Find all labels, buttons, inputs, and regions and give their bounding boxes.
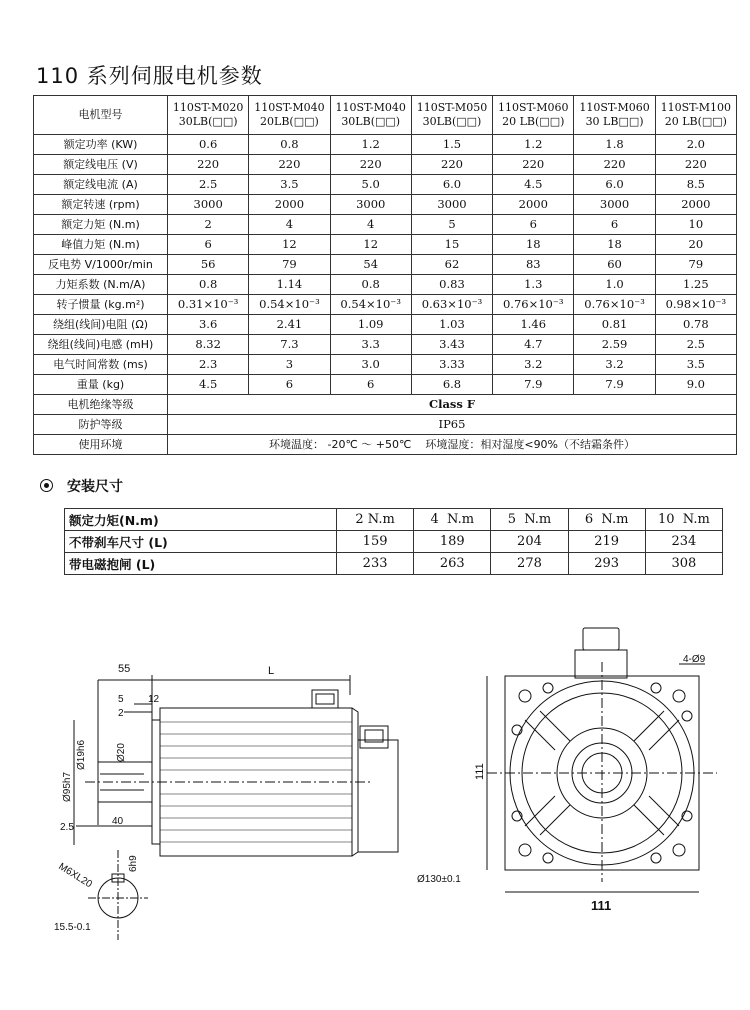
- spec-cell: 2: [168, 215, 249, 235]
- spec-cell: 8.32: [168, 335, 249, 355]
- model-header: 110ST-M050 30LB(□□): [411, 96, 492, 135]
- install-row: [65, 531, 723, 553]
- spec-cell: 0.76×10⁻³: [493, 295, 574, 315]
- spec-row-label: 力矩系数 (N.m/A): [34, 275, 168, 295]
- spec-cell: 79: [249, 255, 330, 275]
- install-cell: 219: [568, 531, 645, 553]
- torque-header: 10 N.m: [645, 509, 722, 531]
- spec-cell: 54: [330, 255, 411, 275]
- spec-cell: 1.46: [493, 315, 574, 335]
- model-header: 110ST-M020 30LB(□□): [168, 96, 249, 135]
- spec-row: [34, 375, 737, 395]
- spec-row: [34, 335, 737, 355]
- insulation-row: [34, 395, 737, 415]
- spec-cell: 0.76×10⁻³: [574, 295, 655, 315]
- spec-cell: 0.78: [655, 315, 736, 335]
- spec-cell: 15: [411, 235, 492, 255]
- insulation-value: Class F: [168, 395, 737, 415]
- spec-cell: 2000: [493, 195, 574, 215]
- spec-row: [34, 235, 737, 255]
- dim-2: 2: [118, 708, 124, 719]
- spec-row: [34, 195, 737, 215]
- spec-row-label: 额定功率 (KW): [34, 135, 168, 155]
- spec-cell: 18: [574, 235, 655, 255]
- install-table: [64, 508, 723, 575]
- spec-row-label: 额定力矩 (N.m): [34, 215, 168, 235]
- spec-cell: 4.7: [493, 335, 574, 355]
- spec-header-row: [34, 96, 737, 135]
- environment-row: [34, 435, 737, 455]
- spec-row: [34, 155, 737, 175]
- spec-cell: 20: [655, 235, 736, 255]
- install-cell: 293: [568, 553, 645, 575]
- spec-cell: 0.8: [249, 135, 330, 155]
- spec-cell: 7.9: [493, 375, 574, 395]
- insulation-label: 电机绝缘等级: [34, 395, 168, 415]
- spec-cell: 3.0: [330, 355, 411, 375]
- install-cell: 233: [337, 553, 414, 575]
- install-header-label: 额定力矩(N.m): [65, 509, 337, 531]
- spec-cell: 0.31×10⁻³: [168, 295, 249, 315]
- environment-label: 使用环境: [34, 435, 168, 455]
- spec-cell: 220: [493, 155, 574, 175]
- environment-value: 环境温度： -20℃ ～ +50℃ 环境湿度：相对湿度<90%（不结霜条件）: [168, 435, 737, 455]
- spec-row: [34, 275, 737, 295]
- spec-cell: 0.8: [330, 275, 411, 295]
- spec-cell: 79: [655, 255, 736, 275]
- model-header: 110ST-M040 30LB(□□): [330, 96, 411, 135]
- spec-cell: 6: [168, 235, 249, 255]
- spec-cell: 1.09: [330, 315, 411, 335]
- torque-header: 6 N.m: [568, 509, 645, 531]
- spec-cell: 220: [330, 155, 411, 175]
- page-title: 110 系列伺服电机参数: [36, 64, 263, 88]
- spec-cell: 3.43: [411, 335, 492, 355]
- dim-130: Ø130±0.1: [417, 874, 461, 885]
- motor-side-view-drawing: [40, 650, 420, 950]
- spec-row-label: 转子惯量 (kg.m²): [34, 295, 168, 315]
- spec-row: [34, 255, 737, 275]
- dim-2-5: 2.5: [60, 822, 74, 833]
- dim-40: 40: [112, 816, 124, 827]
- install-cell: 234: [645, 531, 722, 553]
- target-bullet-icon: [40, 479, 53, 492]
- spec-cell: 0.81: [574, 315, 655, 335]
- install-row: [65, 553, 723, 575]
- install-row-label: 带电磁抱闸 (L): [65, 553, 337, 575]
- spec-cell: 62: [411, 255, 492, 275]
- model-header: 110ST-M100 20 LB(□□): [655, 96, 736, 135]
- install-section-title: 安装尺寸: [67, 479, 123, 495]
- torque-header: 2 N.m: [337, 509, 414, 531]
- spec-cell: 12: [249, 235, 330, 255]
- spec-cell: 6.8: [411, 375, 492, 395]
- spec-row-label: 绕组(线间)电阻 (Ω): [34, 315, 168, 335]
- spec-cell: 6: [493, 215, 574, 235]
- spec-cell: 5: [411, 215, 492, 235]
- spec-cell: 0.98×10⁻³: [655, 295, 736, 315]
- spec-cell: 0.6: [168, 135, 249, 155]
- spec-cell: 3: [249, 355, 330, 375]
- spec-cell: 83: [493, 255, 574, 275]
- spec-cell: 3.2: [493, 355, 574, 375]
- install-cell: 189: [414, 531, 491, 553]
- spec-cell: 60: [574, 255, 655, 275]
- spec-cell: 3000: [574, 195, 655, 215]
- spec-row: [34, 175, 737, 195]
- spec-cell: 7.3: [249, 335, 330, 355]
- dim-95h7: Ø95h7: [62, 771, 73, 802]
- spec-cell: 3000: [168, 195, 249, 215]
- install-section-heading: [40, 476, 123, 496]
- dim-12: 12: [148, 694, 160, 705]
- spec-cell: 4.5: [168, 375, 249, 395]
- spec-cell: 3.2: [574, 355, 655, 375]
- protection-value: IP65: [168, 415, 737, 435]
- spec-cell: 1.03: [411, 315, 492, 335]
- spec-row-label: 额定线电压 (V): [34, 155, 168, 175]
- spec-row-label: 重量 (kg): [34, 375, 168, 395]
- install-cell: 159: [337, 531, 414, 553]
- dim-111-horizontal: 111: [591, 898, 612, 913]
- spec-row-label: 峰值力矩 (N.m): [34, 235, 168, 255]
- install-cell: 278: [491, 553, 568, 575]
- spec-cell: 1.0: [574, 275, 655, 295]
- spec-cell: 1.3: [493, 275, 574, 295]
- spec-row-label: 额定转速 (rpm): [34, 195, 168, 215]
- install-header-row: [65, 509, 723, 531]
- spec-cell: 2.3: [168, 355, 249, 375]
- spec-cell: 220: [574, 155, 655, 175]
- spec-cell: 3.5: [249, 175, 330, 195]
- spec-cell: 2.0: [655, 135, 736, 155]
- install-cell: 263: [414, 553, 491, 575]
- spec-row: [34, 295, 737, 315]
- dim-111-vertical: 111: [474, 763, 486, 780]
- spec-cell: 4: [330, 215, 411, 235]
- dim-15-5: 15.5-0.1: [54, 922, 91, 933]
- spec-cell: 12: [330, 235, 411, 255]
- spec-cell: 8.5: [655, 175, 736, 195]
- install-cell: 308: [645, 553, 722, 575]
- dim-m6: M6XL20: [56, 861, 94, 891]
- spec-cell: 6.0: [411, 175, 492, 195]
- spec-row: [34, 135, 737, 155]
- dim-5: 5: [118, 694, 124, 705]
- spec-cell: 220: [249, 155, 330, 175]
- spec-cell: 2.59: [574, 335, 655, 355]
- model-header: 110ST-M060 20 LB(□□): [493, 96, 574, 135]
- spec-cell: 6: [249, 375, 330, 395]
- model-header: 110ST-M060 30 LB□□): [574, 96, 655, 135]
- spec-cell: 2.41: [249, 315, 330, 335]
- spec-cell: 220: [168, 155, 249, 175]
- spec-table: [33, 95, 737, 455]
- spec-cell: 0.54×10⁻³: [249, 295, 330, 315]
- spec-cell: 18: [493, 235, 574, 255]
- dim-19h6: Ø19h6: [76, 739, 87, 770]
- spec-cell: 6: [574, 215, 655, 235]
- spec-cell: 2000: [249, 195, 330, 215]
- spec-cell: 3.3: [330, 335, 411, 355]
- spec-row-label: 绕组(线间)电感 (mH): [34, 335, 168, 355]
- spec-cell: 2000: [655, 195, 736, 215]
- spec-cell: 3.5: [655, 355, 736, 375]
- spec-row-label: 额定线电流 (A): [34, 175, 168, 195]
- spec-cell: 2.5: [168, 175, 249, 195]
- spec-cell: 3000: [330, 195, 411, 215]
- spec-cell: 1.5: [411, 135, 492, 155]
- spec-row-label: 电气时间常数 (ms): [34, 355, 168, 375]
- spec-cell: 6: [330, 375, 411, 395]
- spec-cell: 0.63×10⁻³: [411, 295, 492, 315]
- spec-cell: 1.25: [655, 275, 736, 295]
- spec-cell: 1.8: [574, 135, 655, 155]
- spec-cell: 2.5: [655, 335, 736, 355]
- spec-cell: 3000: [411, 195, 492, 215]
- dim-6h9: 6h9: [128, 855, 139, 872]
- spec-cell: 3.6: [168, 315, 249, 335]
- spec-cell: 5.0: [330, 175, 411, 195]
- dim-4-9: 4-Ø9: [683, 654, 706, 665]
- spec-cell: 9.0: [655, 375, 736, 395]
- spec-row: [34, 215, 737, 235]
- torque-header: 5 N.m: [491, 509, 568, 531]
- torque-header: 4 N.m: [414, 509, 491, 531]
- spec-cell: 3.33: [411, 355, 492, 375]
- dim-20: Ø20: [116, 743, 127, 762]
- model-header: 110ST-M040 20LB(□□): [249, 96, 330, 135]
- spec-header-label: 电机型号: [34, 96, 168, 135]
- spec-cell: 10: [655, 215, 736, 235]
- install-row-label: 不带刹车尺寸 (L): [65, 531, 337, 553]
- spec-cell: 56: [168, 255, 249, 275]
- spec-cell: 0.83: [411, 275, 492, 295]
- motor-front-view-drawing: [417, 620, 735, 930]
- spec-cell: 1.2: [493, 135, 574, 155]
- spec-row: [34, 315, 737, 335]
- spec-cell: 220: [411, 155, 492, 175]
- spec-row: [34, 355, 737, 375]
- dim-55: 55: [118, 663, 131, 675]
- dim-L: L: [268, 665, 275, 677]
- spec-cell: 220: [655, 155, 736, 175]
- spec-cell: 4.5: [493, 175, 574, 195]
- protection-row: [34, 415, 737, 435]
- spec-cell: 7.9: [574, 375, 655, 395]
- spec-row-label: 反电势 V/1000r/min: [34, 255, 168, 275]
- spec-cell: 1.14: [249, 275, 330, 295]
- spec-cell: 0.8: [168, 275, 249, 295]
- spec-cell: 4: [249, 215, 330, 235]
- install-cell: 204: [491, 531, 568, 553]
- spec-cell: 0.54×10⁻³: [330, 295, 411, 315]
- spec-cell: 1.2: [330, 135, 411, 155]
- spec-cell: 6.0: [574, 175, 655, 195]
- protection-label: 防护等级: [34, 415, 168, 435]
